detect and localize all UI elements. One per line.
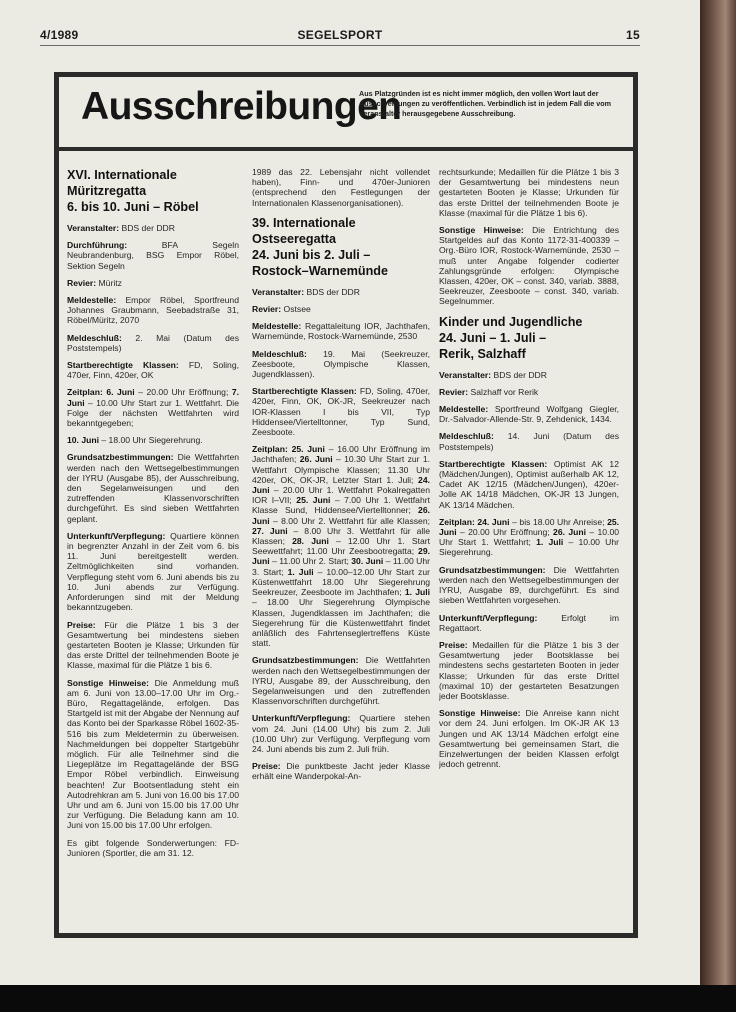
revier: Revier: Salzhaff vor Rerik: [439, 386, 539, 397]
event-title-line: Ostseeregatta: [252, 231, 336, 246]
column-1: [67, 167, 239, 937]
continued-text: rechtsurkunde; Medaillen für die Plätze 1 bis 3 der Gesamtwertung bei mindestens neun gestarteten Booten je Klasse; Urkunden für das erste Drittel der teilnehmenden Boote je Klasse (maximal für die Plätze 1 bis 6).: [439, 167, 619, 218]
preise: Preise: Für die Plätze 1 bis 3 der Gesamtwertung bei mindestens sieben gestarteten Booten je Klasse; Urkunden für das erste Drittel der teilnehmenden Boote je Klasse, maximal für die Plätze 1 bis 6.: [67, 619, 239, 671]
sonstige-hinweise: Sonstige Hinweise: Die Entrichtung des Startgeldes auf das Konto 1172-31-400339 – Org.-Büro IOR, Rostock-Warnemünde, 2530 – muß unter Angabe folgender codierter Zahlungsgründe erfolgen: Olympische Klassen, 420er, OK – const. 340, variab. 3888, Seekreuzer, Zeesboote – const. 340, variab. Segelnummer.: [439, 225, 619, 307]
meldestelle: Meldestelle: Empor Röbel, Sportfreund Johannes Graubmann, Seebadstraße 31, Röbel/Müritz, 2070: [67, 295, 239, 326]
page-number: 15: [626, 28, 640, 42]
event-title-line: Kinder und Jugendliche: [439, 314, 583, 329]
column-3: [439, 167, 619, 937]
grundsatzbestimmungen: Grundsatzbestimmungen: Die Wettfahrten werden nach den Wettsegelbestimmungen der IYRU (Ausgabe 85), der Ausschreibung, den Segelanweisungen und den zutreffenden Klassenvorschriften durchgeführt. Es sind sieben Wettfahrten geplant.: [67, 452, 239, 524]
header-rule: [40, 45, 640, 46]
revier: Revier: Müritz: [67, 277, 122, 288]
preise: Preise: Medaillen für die Plätze 1 bis 3 der Gesamtwertung jeder Bootsklasse bei mindestens sechs gestarteten Booten in jeder Klasse; Urkunden für das erste Drittel (maximal 10) der gestarteten Besatzungen jeder Bootsklasse.: [439, 639, 619, 701]
issue-number: 4/1989: [40, 28, 79, 42]
event-title-line: 6. bis 10. Juni – Röbel: [67, 200, 199, 214]
startberechtigte-klassen: Startberechtigte Klassen: FD, Soling, 470er, 420er, Finn, OK, OK-JR, Seekreuzer nach IOR-Klassen I bis VII, Typ Hiddensee/Viertelltonner, Typ Sund, Zeesboote.: [252, 386, 430, 438]
event-title-line: 24. Juni bis 2. Juli –: [252, 247, 371, 262]
revier: Revier: Ostsee: [252, 304, 311, 315]
zeitplan: Zeitplan: 25. Juni – 16.00 Uhr Eröffnung im Jachthafen; 26. Juni – 10.30 Uhr Start zur 1. Wettfahrt Olympische Klassen; 11.30 Uhr 420er, OK, OK-JR, Letzter Start 1. Juli; 24. Juni – 20.00 Uhr 1. Wettfahrt Pokalregatten IOR I–VII; 25. Juni – 7.00 Uhr 1. Wettfahrt Klasse Sund, Hiddensee/Viertelltonner; 26. Juni – 8.00 Uhr 2. Wettfahrt für alle Klassen; 27. Juni – 8.00 Uhr 3. Wettfahrt für alle Klassen; 28. Juni – 12.00 Uhr 1. Start Seewettfahrt; 11.00 Uhr Zeesbootregatta; 29. Juni – 11.00 Uhr 2. Start; 30. Juni – 11.00 Uhr 3. Start; 1. Juli – 10.00–12.00 Uhr Start zur Küstenwettfahrt 18.00 Uhr Siegerehrung Seekreuzer, Zeesboote im Jachthafen; 1. Juli – 18.00 Uhr Siegerehrung Olympische Klassen, Jugendklassen im Jachthafen; die Siegerehrung für die Küstenwettfahrt findet anläßlich des Fahrtenseglertreffens Küste statt.: [252, 444, 430, 649]
scan-bottom-edge: [0, 985, 736, 1012]
durchfuehrung: Durchführung: BFA Segeln Neubrandenburg, BSG Empor Röbel, Sektion Segeln: [67, 240, 239, 271]
meldestelle: Meldestelle: Sportfreund Wolfgang Giegler, Dr.-Salvador-Allende-Str. 9, Zehdenick, 1434.: [439, 404, 619, 425]
startberechtigte-klassen: Startberechtigte Klassen: Optimist AK 12 (Mädchen/Jungen), Optimist außerhalb AK 12, Cadet AK 12/15 (Mädchen/Jungen), 420er-Jolle AK 14/18 Mädchen, OK-JR 13 Jungen, AK 13/14 Mädchen.: [439, 458, 619, 510]
zeitplan-siegerehrung: 10. Juni – 18.00 Uhr Siegerehrung.: [67, 435, 203, 446]
meldeschluss: Meldeschluß: 19. Mai (Seekreuzer, Zeesboote, Olympische Klassen, Jugendklassen).: [252, 348, 430, 380]
zeitplan: Zeitplan: 24. Juni – bis 18.00 Uhr Anreise; 25. Juni – 20.00 Uhr Eröffnung; 26. Juni – 10.00 Uhr Start 1. Wettfahrt; 1. Juli – 10.00 Uhr Siegerehrung.: [439, 516, 619, 558]
event-title-line: 24. Juni – 1. Juli –: [439, 330, 547, 345]
startberechtigte-klassen: Startberechtigte Klassen: FD, Soling, 470er, Finn, 420er, OK: [67, 360, 239, 381]
unterkunft-verpflegung: Unterkunft/Verpflegung: Quartiere können in begrenzter Anzahl in der Zeit vom 6. bis 11. Juni bereitgestellt werden. Zeltmöglichkeiten sind vorhanden. Verpflegung steht vom 6. Juni abends bis zu 10. Juni abends zur Verfügung. Anforderungen sind mit der Meldung bekanntzugeben.: [67, 530, 239, 613]
sonstige-hinweise: Sonstige Hinweise: Die Anmeldung muß am 6. Juni von 13.00–17.00 Uhr im Org.-Büro, Regattagelände, erfolgen. Das Startgeld ist mit der Abgabe der Nennung auf das Konto bei der Sparkasse Röbel 1602-35-516 bis zum Meldetermin zu überweisen. Nachmeldungen bei doppelter Startgebühr möglich. Für alle Teilnehmer sind die Liegeplätze im Regattagelände der BSG Empor Röbel verbindlich. Einweisung beachten! Zur Bootsentladung steht ein Autodrehkran am 5. Juni von 16.00 bis 17.00 Uhr und am 6. Juni von 15.00 bis 17.00 Uhr zur Verfügung. Die Beladung kann am 10. Juni von 15.00 bis 17.00 Uhr erfolgen.: [67, 677, 239, 831]
event-title-rerik: [439, 314, 619, 362]
event-title-line: XVI. Internationale: [67, 168, 177, 182]
meldestelle: Meldestelle: Regattaleitung IOR, Jachthafen, Warnemünde, Rostock-Warnemünde, 2530: [252, 321, 430, 342]
sonstige-hinweise: Sonstige Hinweise: Die Anreise kann nicht vor dem 24. Juni erfolgen. Im OK-JR AK 13 Jungen und AK 13/14 Mädchen erfolgt eine Gesamtwertung bei gemeinsamen Start, die Einzelwertungen der beiden Klassen erfolgt jedoch getrennt.: [439, 708, 619, 770]
unterkunft-verpflegung: Unterkunft/Verpflegung: Quartiere stehen vom 24. Juni (14.00 Uhr) bis zum 2. Juli (10.00 Uhr) zur Verfügung. Verpflegung vom 24. Juni abends bis zum 2. Juli früh.: [252, 713, 430, 754]
event-title-line: Rerik, Salzhaff: [439, 346, 526, 361]
meldeschluss: Meldeschluß: 14. Juni (Datum des Poststempels): [439, 431, 619, 452]
continued-text: 1989 das 22. Lebensjahr nicht vollendet haben), Finn- und 470er-Junioren (entsprechend den Festlegungen der Internationalen Klassenorganisationen).: [252, 167, 430, 208]
veranstalter: Veranstalter: BDS der DDR: [252, 286, 360, 297]
banner: [59, 77, 633, 151]
section-title: Ausschreibungen: [81, 85, 402, 128]
banner-note: Aus Platzgründen ist es nicht immer möglich, den vollen Wort laut der Ausschreibungen zu veröffentlichen. Verbindlich ist in jedem Fall die vom Veranstalter herausgegebene Ausschreibung.: [359, 89, 612, 118]
running-head: [40, 28, 640, 44]
preise: Preise: Die punktbeste Jacht jeder Klasse erhält eine Wanderpokal-An-: [252, 761, 430, 782]
event-title-line: Rostock–Warnemünde: [252, 263, 388, 278]
unterkunft-verpflegung: Unterkunft/Verpflegung: Erfolgt im Regattaort.: [439, 612, 619, 633]
sonderwertungen: Es gibt folgende Sonderwertungen: FD-Junioren (Sportler, die am 31. 12.: [67, 837, 239, 858]
magazine-name: SEGELSPORT: [297, 28, 383, 42]
event-title-line: 39. Internationale: [252, 215, 356, 230]
meldeschluss: Meldeschluß: 2. Mai (Datum des Poststempels): [67, 332, 239, 353]
grundsatzbestimmungen: Grundsatzbestimmungen: Die Wettfahrten werden nach den Wettsegelbestimmungen der IYRU, Ausgabe 89, der Ausschreibung, den Segelanweisungen und den zutreffenden Klassenvorschriften durchgeführt.: [252, 655, 430, 707]
event-title-ostsee: [252, 215, 430, 279]
veranstalter: Veranstalter: BDS der DDR: [67, 223, 175, 233]
grundsatzbestimmungen: Grundsatzbestimmungen: Die Wettfahrten werden nach den Wettsegelbestimmungen der IYRU, Ausgabe 89, durchgeführt. Es sind sieben Wettfahrten vorgesehen.: [439, 564, 619, 606]
announcements-box: [54, 72, 638, 938]
veranstalter: Veranstalter: BDS der DDR: [439, 369, 547, 380]
event-title-mueritz: [67, 167, 239, 215]
book-spine: [700, 0, 736, 985]
zeitplan: Zeitplan: 6. Juni – 20.00 Uhr Eröffnung; 7. Juni – 10.00 Uhr Start zur 1. Wettfahrt. Die Folge der nächsten Wettfahrten wird bekanntgegeben;: [67, 387, 239, 429]
event-title-line: Müritzregatta: [67, 184, 147, 198]
column-2: [252, 167, 430, 937]
